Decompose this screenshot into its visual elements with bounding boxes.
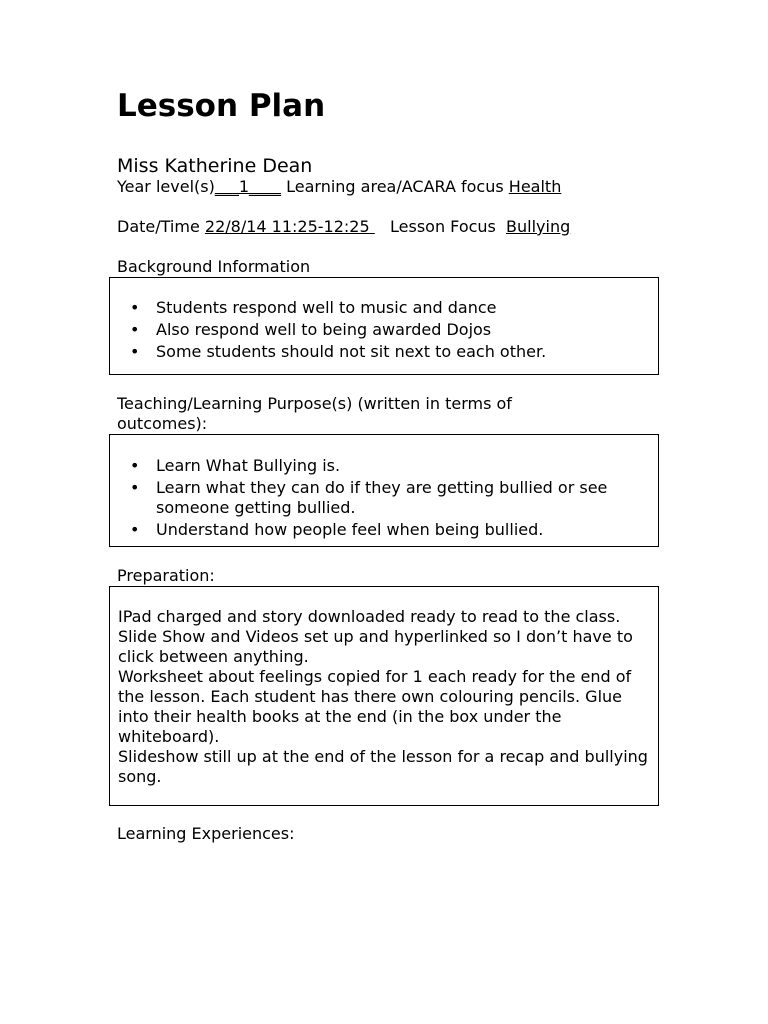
year-level-label: Year level(s) [117, 177, 215, 196]
purpose-heading-line: outcomes): [117, 414, 208, 433]
year-level-value: ___1____ [214, 177, 282, 196]
background-heading: Background Information [117, 257, 311, 276]
background-list [110, 298, 658, 362]
purpose-heading-line: Teaching/Learning Purpose(s) (written in terms of [117, 394, 512, 413]
date-time-line [117, 217, 570, 237]
bullet-icon: • [130, 298, 140, 317]
list-item: • Learn What Bullying is. [130, 456, 341, 475]
background-box [109, 277, 659, 375]
bullet-icon: • [130, 478, 140, 497]
list-item: • Some students should not sit next to each other. [130, 342, 547, 361]
preparation-paragraph: Slideshow still up at the end of the lesson for a recap and bullying song. [118, 747, 648, 786]
preparation-paragraph: IPad charged and story downloaded ready to read to the class. [118, 607, 621, 626]
preparation-paragraph: Slide Show and Videos set up and hyperlinked so I don’t have to click between anything. [118, 627, 633, 666]
preparation-text [110, 607, 658, 787]
list-item: • Students respond well to music and dance [130, 298, 497, 317]
preparation-box [109, 586, 659, 806]
lesson-focus-label: Lesson Focus [390, 217, 496, 236]
preparation-heading: Preparation: [117, 566, 215, 585]
date-time-value: 22/8/14 11:25-12:25 [204, 217, 370, 236]
learning-area-value: Health [508, 177, 562, 196]
learning-area-label: Learning area/ACARA focus [286, 177, 504, 196]
date-time-label: Date/Time [117, 217, 200, 236]
purpose-box [109, 434, 659, 547]
bullet-icon: • [130, 320, 140, 339]
purpose-list [110, 456, 658, 540]
bullet-icon: • [130, 342, 140, 361]
teacher-name: Miss Katherine Dean [117, 155, 313, 177]
list-item: • Also respond well to being awarded Dojos [130, 320, 492, 339]
purpose-heading [117, 394, 512, 434]
bullet-icon: • [130, 456, 140, 475]
learning-experiences-heading: Learning Experiences: [117, 824, 295, 843]
list-item: • Learn what they can do if they are getting bullied or see someone getting bullied. [130, 478, 608, 517]
page-title: Lesson Plan [117, 88, 326, 124]
bullet-icon: • [130, 520, 140, 539]
lesson-focus-value: Bullying [506, 217, 571, 236]
year-level-line [117, 177, 561, 197]
preparation-paragraph: Worksheet about feelings copied for 1 each ready for the end of the lesson. Each student has there own colouring pencils. Glue into their health books at the end (in the box under the whiteboard). [118, 667, 632, 746]
list-item: • Understand how people feel when being bullied. [130, 520, 544, 539]
